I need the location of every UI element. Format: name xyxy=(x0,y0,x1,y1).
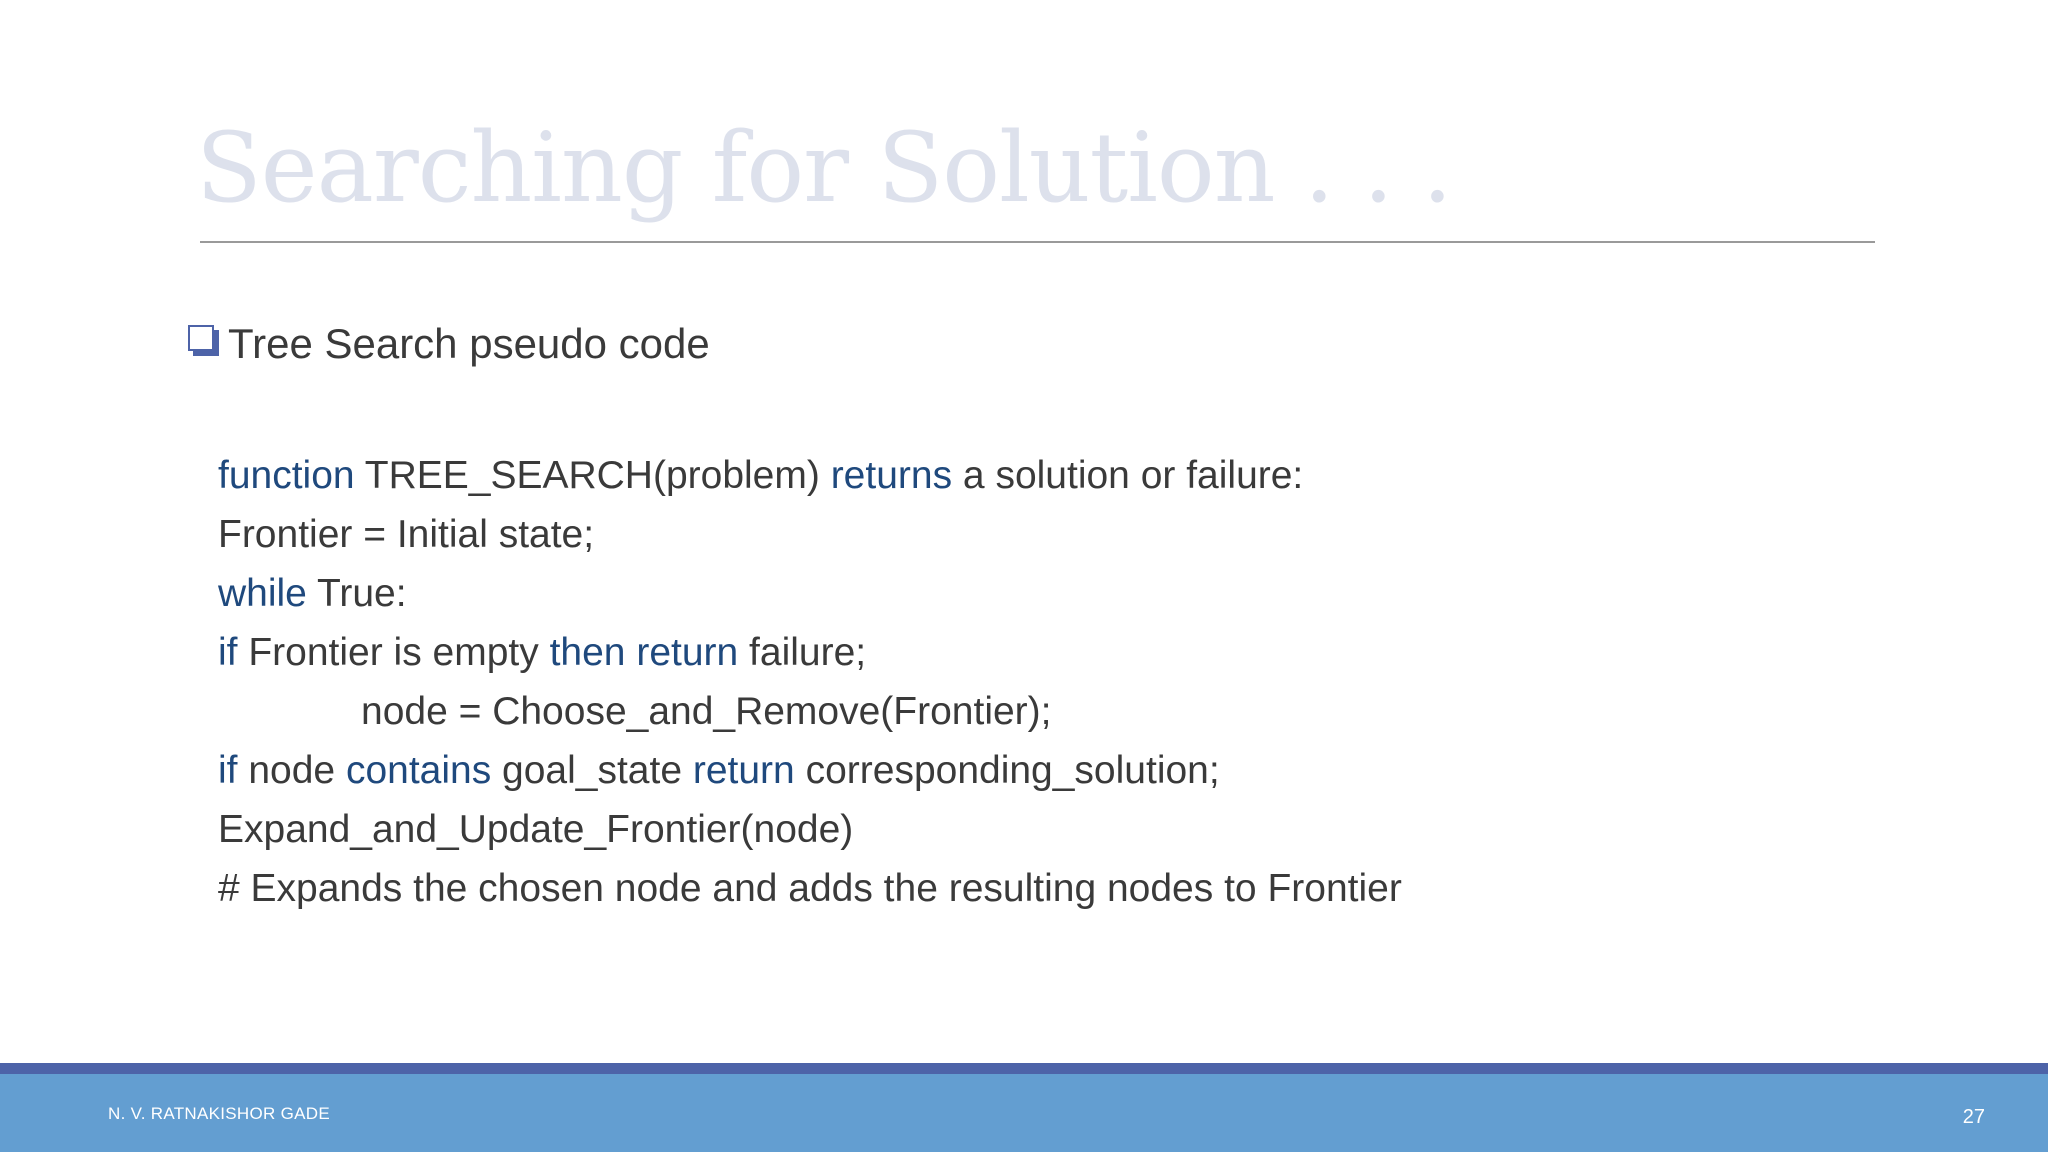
code-text: node xyxy=(237,749,346,792)
code-text xyxy=(625,631,636,674)
code-line-2: Frontier = Initial state; xyxy=(218,513,595,556)
keyword-return: return xyxy=(636,631,739,674)
keyword-then: then xyxy=(549,631,626,674)
code-text: True: xyxy=(306,572,407,615)
code-text: failure; xyxy=(738,631,867,674)
keyword-if: if xyxy=(218,631,238,674)
code-text: TREE_SEARCH(problem) xyxy=(354,454,831,497)
code-text: a solution or failure: xyxy=(952,454,1304,497)
code-line-7: Expand_and_Update_Frontier(node) xyxy=(218,808,854,851)
keyword-while: while xyxy=(218,572,307,615)
code-line-3 xyxy=(218,564,1402,623)
footer-author: N. V. RATNAKISHOR GADE xyxy=(108,1104,330,1123)
slide-title: Searching for Solution . . . xyxy=(196,112,1452,224)
bullet-item xyxy=(188,318,710,370)
footer-stripe xyxy=(0,1063,2048,1074)
pseudo-code-block xyxy=(218,446,1402,918)
keyword-if: if xyxy=(218,749,238,792)
keyword-contains: contains xyxy=(345,749,492,792)
checkbox-bullet-icon xyxy=(188,325,214,351)
title-divider xyxy=(200,241,1875,243)
code-text: Frontier is empty xyxy=(237,631,550,674)
keyword-return: return xyxy=(692,749,795,792)
code-line-4 xyxy=(218,623,1402,682)
code-line-6 xyxy=(218,741,1402,800)
slide-number: 27 xyxy=(1962,1106,1985,1128)
keyword-function: function xyxy=(218,454,355,497)
code-text: goal_state xyxy=(491,749,693,792)
code-line-5: node = Choose_and_Remove(Frontier); xyxy=(361,690,1052,733)
code-text: corresponding_solution; xyxy=(794,749,1220,792)
bullet-text: Tree Search pseudo code xyxy=(228,320,710,367)
footer-bar xyxy=(0,1074,2048,1152)
code-line-1 xyxy=(218,446,1402,505)
keyword-returns: returns xyxy=(830,454,953,497)
code-line-8: # Expands the chosen node and adds the resulting nodes to Frontier xyxy=(218,867,1402,910)
